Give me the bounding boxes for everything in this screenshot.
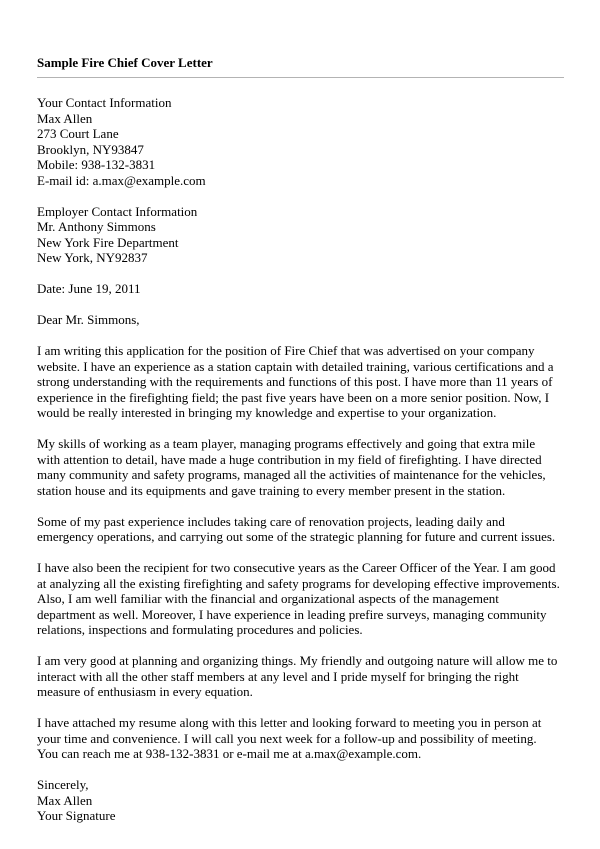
paragraph-line: strong understanding with the requirements and functions of this post. I have more than 11 years of [37, 374, 553, 389]
paragraph-line: I am writing this application for the position of Fire Chief that was advertised on your company [37, 343, 535, 358]
paragraph-line: with attention to detail, have made a huge contribution in my field of firefighting. I have directed [37, 451, 542, 467]
employer-organization: New York Fire Department [37, 234, 179, 250]
paragraph-line: I am very good at planning and organizing things. My friendly and outgoing nature will allow me to [37, 653, 558, 668]
spacer [37, 762, 567, 778]
paragraph-line: interact with all the other staff members at any level and I pride myself for bringing the right [37, 668, 519, 684]
paragraph-line: You can reach me at 938-132-3831 or e-mail me at a.max@example.com. [37, 746, 422, 761]
paragraph-line: many community and safety programs, managed all the activities of maintenance for the vehicles, [37, 467, 546, 482]
sender-name: Max Allen [37, 110, 93, 126]
paragraph-line: measure of enthusiasm in every equation. [37, 684, 253, 699]
paragraph-line: station house and its equipments and gave training to every member present in the station. [37, 482, 506, 498]
paragraph-line: department as well. Moreover, I have experience in leading prefire surveys, managing community [37, 606, 547, 622]
paragraph-5 [37, 653, 567, 700]
paragraph-4 [37, 560, 567, 638]
spacer [37, 421, 567, 437]
document-title: Sample Fire Chief Cover Letter [37, 55, 213, 70]
sender-city: Brooklyn, NY93847 [37, 141, 144, 157]
valediction: Sincerely, [37, 777, 89, 792]
salutation: Dear Mr. Simmons, [37, 312, 140, 327]
sender-email: E-mail id: a.max@example.com [37, 172, 206, 188]
paragraph-6 [37, 715, 567, 762]
title-divider [37, 77, 564, 78]
paragraph-line: your time and convenience. I will call you next week for a follow-up and possibility of meeting. [37, 730, 537, 746]
paragraph-line: emergency operations, and carrying out some of the strategic planning for future and current issues. [37, 529, 556, 544]
spacer [37, 328, 567, 344]
sender-mobile: Mobile: 938-132-3831 [37, 157, 156, 172]
employer-contact-block [37, 204, 567, 266]
paragraph-line: relations, inspections and formulating procedures and policies. [37, 622, 363, 637]
sender-contact-block [37, 95, 567, 188]
spacer [37, 297, 567, 313]
spacer [37, 498, 567, 514]
paragraph-3 [37, 514, 567, 545]
spacer [37, 638, 567, 654]
sender-street: 273 Court Lane [37, 126, 119, 141]
spacer [37, 266, 567, 282]
paragraph-line: would be really interested in bringing my knowledge and expertise to your organization. [37, 405, 497, 420]
spacer [37, 700, 567, 716]
paragraph-line: Some of my past experience includes taking care of renovation projects, leading daily and [37, 513, 505, 529]
sender-heading: Your Contact Information [37, 95, 172, 110]
spacer [37, 188, 567, 204]
letter-body [37, 95, 567, 824]
paragraph-1 [37, 343, 567, 421]
closing-name: Max Allen [37, 792, 93, 808]
employer-heading: Employer Contact Information [37, 203, 198, 219]
signature-placeholder: Your Signature [37, 808, 116, 823]
paragraph-2 [37, 436, 567, 498]
letter-date: Date: June 19, 2011 [37, 281, 141, 296]
paragraph-line: at analyzing all the existing firefighting and safety programs for developing effective improvements. [37, 575, 560, 591]
closing-block [37, 777, 567, 824]
employer-city: New York, NY92837 [37, 250, 148, 265]
paragraph-line: I have also been the recipient for two consecutive years as the Career Officer of the Year. I am good [37, 560, 556, 575]
employer-name: Mr. Anthony Simmons [37, 219, 156, 234]
paragraph-line: website. I have an experience as a station captain with detailed training, various certifications and a [37, 358, 554, 374]
paragraph-line: My skills of working as a team player, managing programs effectively and going that extra mile [37, 436, 536, 451]
paragraph-line: experience in the firefighting field; the past five years have been on a more senior position. Now, I [37, 389, 550, 405]
paragraph-line: I have attached my resume along with this letter and looking forward to meeting you in person at [37, 715, 542, 730]
paragraph-line: Also, I am well familiar with the financial and organizational aspects of the management [37, 591, 499, 606]
spacer [37, 545, 567, 561]
